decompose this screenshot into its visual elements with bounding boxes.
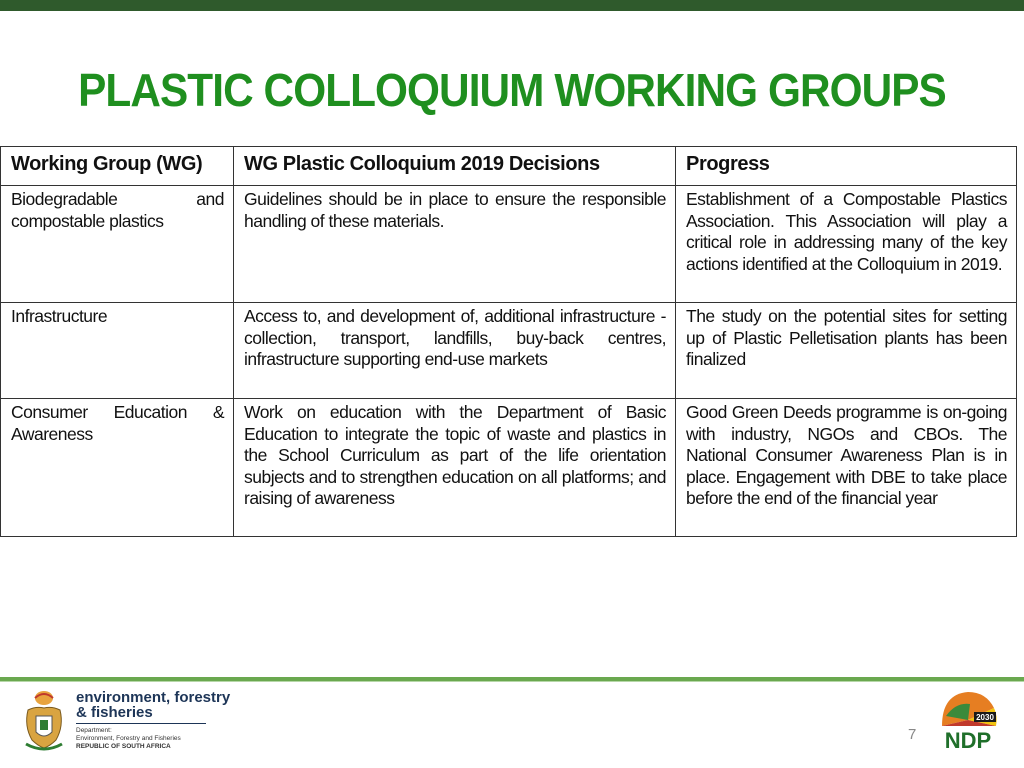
- department-subtitle: Department: Environment, Forestry and Fisheries REPUBLIC OF SOUTH AFRICA: [76, 727, 181, 750]
- ndp-2030-logo-icon: [936, 686, 1000, 752]
- top-accent-bar: [0, 0, 1024, 11]
- cell-decision: Guidelines should be in place to ensure the responsible handling of these materials.: [234, 186, 676, 303]
- cell-working-group: Consumer Education & Awareness: [1, 399, 234, 537]
- cell-progress: The study on the potential sites for setting up of Plastic Pelletisation plants has been finalized: [676, 303, 1017, 399]
- header-working-group: Working Group (WG): [1, 147, 234, 186]
- department-rule: [76, 723, 206, 724]
- working-groups-table: [0, 146, 1017, 537]
- footer-divider-light: [0, 681, 1024, 682]
- slide-title: PLASTIC COLLOQUIUM WORKING GROUPS: [78, 64, 946, 116]
- page-number: 7: [908, 726, 917, 743]
- svg-text:NDP: NDP: [944, 728, 992, 752]
- coat-of-arms-icon: [22, 688, 66, 754]
- table-row: [1, 186, 1017, 303]
- cell-working-group: Biodegradable and compostable plastics: [1, 186, 234, 303]
- cell-working-group: Infrastructure: [1, 303, 234, 399]
- department-name: environment, forestry & fisheries: [76, 689, 231, 721]
- cell-progress: Good Green Deeds programme is on-going with industry, NGOs and CBOs. The National Consumer Awareness Plan is in place. Engagement with DBE to take place before the end of the financial year: [676, 399, 1017, 537]
- table-header-row: [1, 147, 1017, 186]
- cell-decision: Work on education with the Department of Basic Education to integrate the topic of waste and plastics in the School Curriculum as part of the life orientation subjects and to strengthen education on all platforms; and raising of awareness: [234, 399, 676, 537]
- cell-decision: Access to, and development of, additional infrastructure - collection, transport, landfills, buy-back centres, infrastructure supporting end-use markets: [234, 303, 676, 399]
- cell-progress: Establishment of a Compostable Plastics Association. This Association will play a critical role in addressing many of the key actions identified at the Colloquium in 2019.: [676, 186, 1017, 303]
- table-row: [1, 303, 1017, 399]
- table-row: [1, 399, 1017, 537]
- header-decisions: WG Plastic Colloquium 2019 Decisions: [234, 147, 676, 186]
- svg-text:2030: 2030: [976, 713, 994, 722]
- header-progress: Progress: [676, 147, 1017, 186]
